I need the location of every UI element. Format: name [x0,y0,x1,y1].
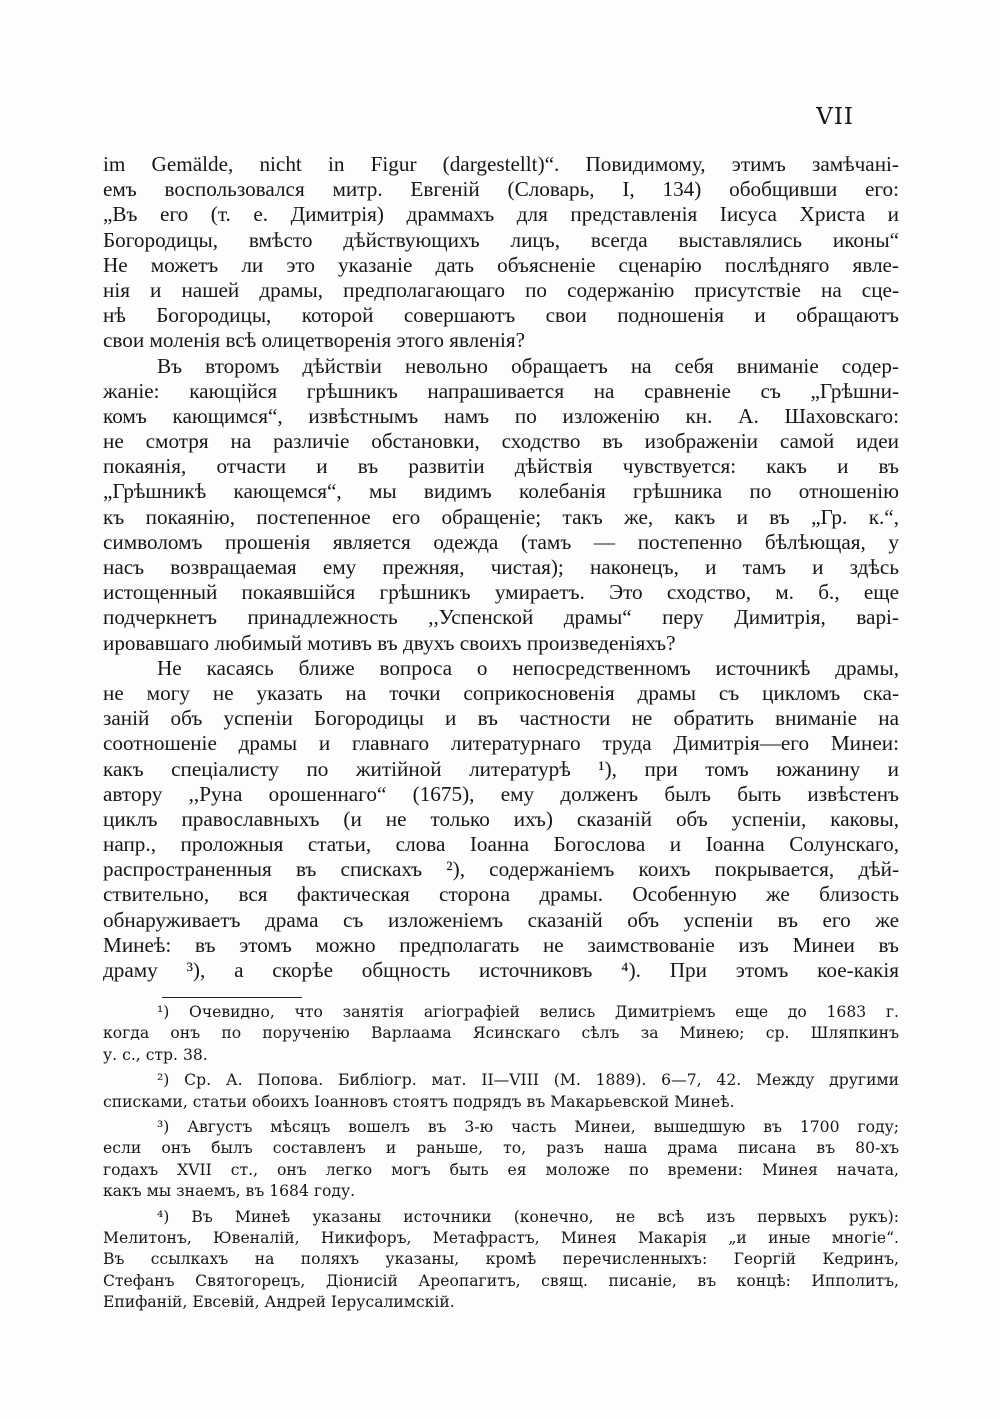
text-line: „Въ его (т. е. Димитрія) драммахъ для представленія Іисуса Христа и [103,202,899,227]
footnote-line: у. с., стр. 38. [103,1045,208,1064]
main-text [103,152,899,983]
footnote-line: ⁴) Въ Минеѣ указаны источники (конечно, не всѣ изъ первыхъ рукъ): [157,1207,899,1226]
footnote-line: если онъ былъ составленъ и раньше, то, разъ наша драма писана въ 80-хъ [103,1139,899,1158]
text-line: Въ второмъ дѣйствіи невольно обращаетъ на себя вниманіе содер- [157,353,899,378]
page-number: VII [816,104,854,130]
footnote-3 [103,1117,899,1203]
footnote-line: ³) Августъ мѣсяцъ вошелъ въ 3-ю часть Минеи, вышедшую въ 1700 году; [157,1117,899,1136]
text-line: къ покаянію, постепенное его обращеніе; такъ же, какъ и въ „Гр. к.“, [103,504,899,529]
text-line: нѣ Богородицы, которой совершаютъ свои подношенія и обращаютъ [103,303,899,328]
text-line: истощенный покаявшійся грѣшникъ умираетъ. Это сходство, м. б., еще [103,580,899,605]
text-line: автору ,,Руна орошеннаго“ (1675), ему долженъ былъ быть извѣстенъ [103,781,899,806]
text-line: Не можетъ ли это указаніе дать объясненіе сценарію послѣдняго явле- [103,252,899,277]
text-line: ствительно, вся фактическая сторона драмы. Особенную же близость [103,882,899,907]
footnote-line: какъ мы знаемъ, въ 1684 году. [103,1182,356,1201]
text-line: жаніе: кающійся грѣшникъ напрашивается на сравненіе съ „Грѣшни- [103,378,899,403]
text-line: ировавшаго любимый мотивъ въ двухъ своихъ произведеніяхъ? [103,630,676,655]
text-line: циклъ православныхъ (и не только ихъ) сказаній объ успеніи, каковы, [103,806,899,831]
text-line: покаянія, отчасти и въ развитіи дѣйствія чувствуется: какъ и въ [103,454,899,479]
text-line: соотношеніе драмы и главнаго литературнаго труда Димитрія—его Минеи: [103,731,899,756]
text-line: какъ спеціалисту по житійной литературѣ ¹), при томъ южанину и [103,756,899,781]
footnote-line: Епифаній, Евсевій, Андрей Іерусалимскій. [103,1293,455,1312]
text-line: драму ³), а скорѣе общность источниковъ ⁴). При этомъ кое-какія [103,958,899,982]
text-line: емъ воспользовался митр. Евгеній (Словарь, I, 134) обобщивши его: [103,177,899,202]
text-line: не смотря на различіе обстановки, сходство въ изображеніи самой идеи [103,429,899,454]
footnote-4 [103,1207,899,1314]
text-line: символомъ прошенія является одежда (тамъ — постепенно бѣлѣющая, у [103,529,899,554]
footnote-line: Мелитонъ, Ювеналій, Никифоръ, Метафрастъ, Минея Макарія „и иные многіе“. [103,1228,899,1247]
footnote-line: списками, статьи обоихъ Іоанновъ стоятъ подрядъ въ Макарьевской Минеѣ. [103,1092,735,1111]
text-line: Не касаясь ближе вопроса о непосредственномъ источникѣ драмы, [157,655,899,680]
text-line: распространенныя въ спискахъ ²), содержаніемъ коихъ покрывается, дѣй- [103,857,899,882]
footnotes [103,1002,899,1313]
footnote-line: Стефанъ Святогорецъ, Діонисій Ареопагитъ, свящ. писаніе, въ концѣ: Ипполитъ, [103,1271,899,1290]
text-line: комъ кающимся“, извѣстнымъ намъ по изложенію кн. А. Шаховскаго: [103,403,899,428]
footnote-2 [103,1070,899,1113]
footnote-divider [162,997,302,998]
text-line: Минеѣ: въ этомъ можно предполагать не заимствованіе изъ Минеи въ [103,932,899,957]
footnote-1 [103,1002,899,1066]
footnote-line: Въ ссылкахъ на поляхъ указаны, кромѣ перечисленныхъ: Георгій Кедринъ, [103,1250,899,1269]
text-line: подчеркнетъ принадлежность ,,Успенской драмы“ перу Димитрія, варі- [103,605,899,630]
text-line: „Грѣшникѣ кающемся“, мы видимъ колебанія грѣшника по отношенію [103,479,899,504]
text-line: напр., проложныя статьи, слова Іоанна Богослова и Іоанна Солунскаго, [103,832,899,857]
text-line: нія и нашей драмы, предполагающаго по содержанію присутствіе на сце- [103,277,899,302]
text-line: не могу не указать на точки соприкосновенія драмы съ цикломъ ска- [103,680,899,705]
text-line: насъ возвращаемая ему прежняя, чистая); наконецъ, и тамъ и здѣсь [103,555,899,579]
text-line: свои моленія всѣ олицетворенія этого явленія? [103,328,526,353]
text-line: обнаруживаетъ драма съ изложеніемъ сказаній объ успеніи въ его же [103,907,899,932]
footnote-line: ²) Ср. А. Попова. Библіогр. мат. II—VIII (М. 1889). 6—7, 42. Между другими [157,1071,899,1090]
footnote-line: ¹) Очевидно, что занятія агіографіей велись Димитріемъ еще до 1683 г. [157,1003,899,1021]
footnote-line: годахъ XVII ст., онъ легко могъ быть ея моложе по времени: Минея начата, [103,1160,899,1179]
text-line: заній объ успеніи Богородицы и въ частности не обратить вниманіе на [103,706,899,731]
text-line: im Gemälde, nicht in Figur (dargestellt)“. Повидимому, этимъ замѣчані- [103,152,899,176]
text-line: Богородицы, вмѣсто дѣйствующихъ лицъ, всегда выставлялись иконы“ [103,227,899,252]
footnote-line: когда онъ по порученію Варлаама Ясинскаго сѣлъ за Минею; ср. Шляпкинъ [103,1024,899,1043]
